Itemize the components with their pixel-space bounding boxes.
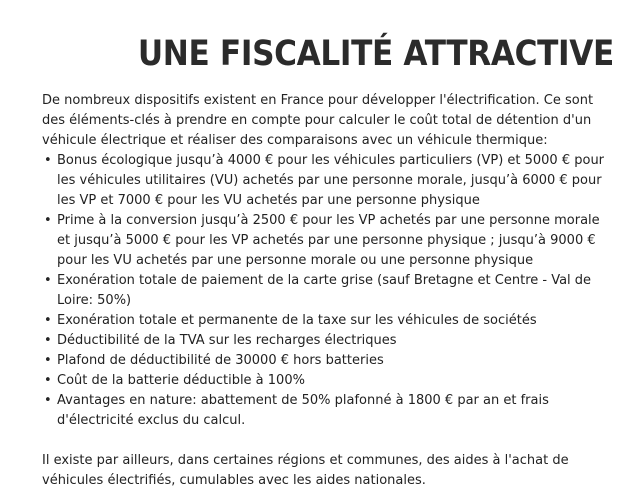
list-item: • Déductibilité de la TVA sur les recharges électriques <box>42 331 614 351</box>
list-item: • Coût de la batterie déductible à 100% <box>42 371 614 391</box>
incentives-list <box>42 151 614 431</box>
intro-paragraph: De nombreux dispositifs existent en France pour développer l'électrification. Ce sont des éléments-clés à prendre en compte pour calculer le coût total de détention d'un véhicule électrique et réaliser des comparaisons avec un véhicule thermique: <box>42 93 594 148</box>
list-item: • Plafond de déductibilité de 30000 € hors batteries <box>42 351 614 371</box>
list-item: • Exonération totale et permanente de la taxe sur les véhicules de sociétés <box>42 311 614 331</box>
list-item: • Prime à la conversion jusqu’à 2500 € pour les VP achetés par une personne morale et jusqu’à 5000 € pour les VP achetés par une personne physique ; jusqu’à 9000 € pour les VU achetés par une personne morale ou une personne physique <box>42 211 614 271</box>
paragraph-spacer <box>42 431 614 451</box>
list-item: • Bonus écologique jusqu’à 4000 € pour les véhicules particuliers (VP) et 5000 € pour les véhicules utilitaires (VU) achetés par une personne morale, jusqu’à 6000 € pour les VP et 7000 € pour les VU achetés par une personne physique <box>42 151 614 211</box>
outro-paragraph: Il existe par ailleurs, dans certaines régions et communes, des aides à l'achat de véhicules électrifiés, cumulables avec les aides nationales. <box>42 453 569 488</box>
list-item: • Exonération totale de paiement de la carte grise (sauf Bretagne et Centre - Val de Loire: 50%) <box>42 271 614 311</box>
page-title: UNE FISCALITÉ ATTRACTIVE <box>137 34 614 74</box>
list-item: • Avantages en nature: abattement de 50% plafonné à 1800 € par an et frais d'électricité exclus du calcul. <box>42 391 614 431</box>
document-body <box>42 91 614 491</box>
